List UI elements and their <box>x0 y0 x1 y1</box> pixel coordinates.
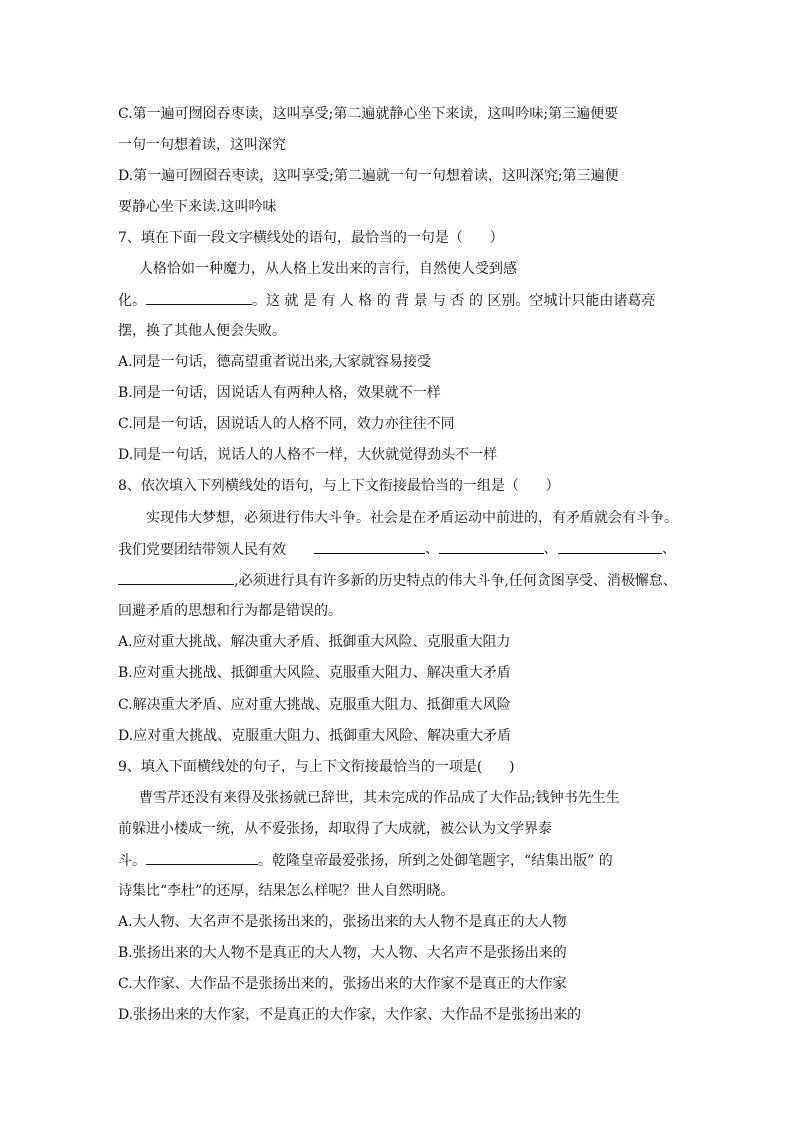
q9-passage-post: 。乾隆皇帝最爱张扬，所到之处御笔题字，“结集出版” 的 <box>258 853 613 869</box>
q7-option-b: B.同是一句话，因说话人有两种人格，效果就不一样 <box>118 385 441 401</box>
q7-option-a: A.同是一句话，德高望重者说出来,大家就容易接受 <box>118 354 432 370</box>
q7-passage-line2 <box>118 290 655 310</box>
q7-passage-line3: 摆，换了其他人便会失败。 <box>118 323 286 339</box>
q6-option-d-line1: D.第一遍可囫囵吞枣读，这叫享受;第二遍就一句一句想着读，这叫深究;第三遍便 <box>118 168 619 184</box>
q8-separator-1: 、 <box>425 541 439 557</box>
q8-option-c: C.解决重大矛盾、应对重大挑战、克服重大阻力、抵御重大风险 <box>118 697 511 713</box>
q9-option-d: D.张扬出来的大作家，不是真正的大作家，大作家、大作品不是张扬出来的 <box>118 1007 582 1023</box>
q8-separator-3: 、 <box>662 541 676 557</box>
q8-passage-post: ,必须进行具有许多新的历史特点的伟大斗争,任何贪图享受、消极懈怠、 <box>234 573 677 589</box>
q7-option-c: C.同是一句话，因说话人的人格不同，效力亦往往不同 <box>118 416 455 432</box>
q6-option-d-line2: 要静心坐下来读.这叫吟味 <box>118 199 277 215</box>
q7-passage-pre: 化。 <box>118 293 146 309</box>
q8-fill-blank-2 <box>439 539 544 554</box>
q8-separator-2: 、 <box>543 541 558 557</box>
q6-option-c-line1: C.第一遍可囫囵吞枣读，这叫享受;第二遍就静心坐下来读，这叫吟味;第三遍便要 <box>118 106 619 122</box>
q8-passage-line1: 实现伟大梦想，必须进行伟大斗争。社会是在矛盾运动中前进的，有矛盾就会有斗争。 <box>146 510 678 526</box>
q9-stem: 9、填入下面横线处的句子，与上下文衔接最恰当的一项是( ) <box>118 759 515 775</box>
q7-fill-blank <box>146 290 252 305</box>
q9-option-a: A.大人物、大名声不是张扬出来的，张扬出来的大人物不是真正的大人物 <box>118 914 567 930</box>
q8-fill-blank-3 <box>558 539 663 554</box>
q9-passage-pre: 斗。 <box>118 853 146 869</box>
q8-fill-blank-1 <box>314 539 425 554</box>
q9-option-c: C.大作家、大作品不是张扬出来的，张扬出来的大作家不是真正的大作家 <box>118 976 567 992</box>
q8-option-d: D.应对重大挑战、克服重大阻力、抵御重大风险、解决重大矛盾 <box>118 728 512 744</box>
q8-fill-blank-4 <box>118 570 234 585</box>
q7-passage-post: 。这 就 是 有 人 格 的 背 景 与 否 的 区别。空城计只能由诸葛亮 <box>252 293 656 309</box>
q8-option-a: A.应对重大挑战、解决重大矛盾、抵御重大风险、克服重大阻力 <box>118 634 511 650</box>
q7-stem: 7、填在下面一段文字横线处的语句，最恰当的一句是（ ） <box>118 230 504 246</box>
q8-passage-pre: 我们党要团结带领人民有效 <box>118 542 286 558</box>
q9-passage-line4: 诗集比“李杜”的还厚，结果怎么样呢？世人自然明晓。 <box>118 883 455 899</box>
q7-passage-line1: 人格恰如一种魔力，从人格上发出来的言行，自然使人受到感 <box>139 261 517 277</box>
q8-option-b: B.应对重大挑战、抵御重大风险、克服重大阻力、解决重大矛盾 <box>118 665 511 681</box>
q9-passage-line3 <box>118 850 613 870</box>
q9-passage-line1: 曹雪芹还没有来得及张扬就已辞世，其未完成的作品成了大作品;钱钟书先生生 <box>139 790 620 806</box>
q8-passage-line3 <box>118 570 677 590</box>
q8-passage-line4: 回避矛盾的思想和行为都是错误的。 <box>118 603 342 619</box>
q6-option-c-line2: 一句一句想着读，这叫深究 <box>118 137 286 153</box>
q9-fill-blank <box>146 850 258 865</box>
q7-option-d: D.同是一句话，说话人的人格不一样，大伙就觉得劲头不一样 <box>118 447 498 463</box>
q9-passage-line2: 前躲进小楼成一统，从不爱张扬，却取得了大成就，被公认为文学界泰 <box>118 821 552 837</box>
q8-passage-line2 <box>118 539 676 559</box>
q9-option-b: B.张扬出来的大人物不是真正的大人物，大人物、大名声不是张扬出来的 <box>118 945 567 961</box>
q8-stem: 8、依次填入下列横线处的语句，与上下文衔接最恰当的一组是（ ） <box>118 478 560 494</box>
